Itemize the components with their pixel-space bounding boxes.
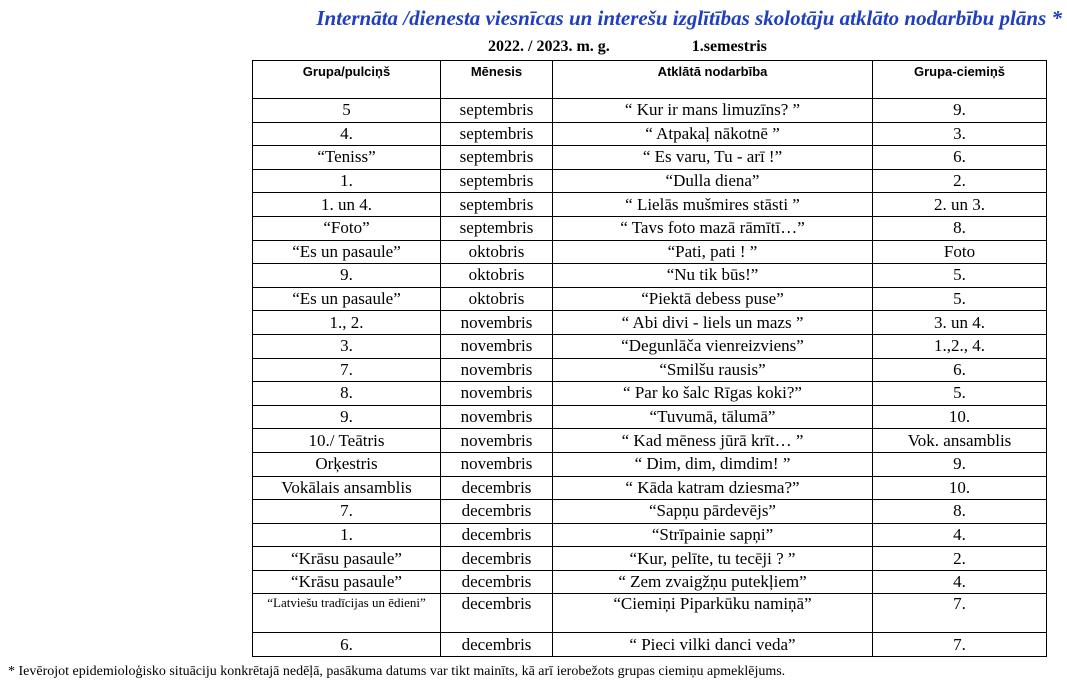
cell-open-lesson: “Strīpainie sapņi” [553,523,873,547]
cell-guest-group: 5. [873,264,1047,288]
cell-month: septembris [441,169,553,193]
cell-guest-group: Foto [873,240,1047,264]
cell-guest-group: 1.,2., 4. [873,334,1047,358]
cell-group: 1. [253,523,441,547]
cell-month: novembris [441,358,553,382]
cell-month: oktobris [441,264,553,288]
table-row [253,287,1047,311]
cell-guest-group: 8. [873,500,1047,524]
cell-month: novembris [441,382,553,406]
cell-guest-group: 7. [873,633,1047,657]
cell-guest-group: 5. [873,287,1047,311]
table-row [253,193,1047,217]
cell-group: 8. [253,382,441,406]
cell-group: 4. [253,122,441,146]
cell-open-lesson: “ Tavs foto mazā rāmītī…” [553,216,873,240]
cell-group: 1. un 4. [253,193,441,217]
table-row [253,500,1047,524]
cell-group: 7. [253,500,441,524]
cell-guest-group: 2. [873,169,1047,193]
table-row [253,594,1047,633]
table-row [253,169,1047,193]
table-row [253,146,1047,170]
cell-month: septembris [441,122,553,146]
cell-guest-group: Vok. ansamblis [873,429,1047,453]
cell-month: oktobris [441,240,553,264]
cell-guest-group: 3. un 4. [873,311,1047,335]
table-row [253,122,1047,146]
page-title: Internāta /dienesta viesnīcas un interešu izglītības skolotāju atklāto nodarbību plāns * [316,6,1062,30]
cell-month: novembris [441,311,553,335]
cell-open-lesson: “ Abi divi - liels un mazs ” [553,311,873,335]
cell-month: novembris [441,429,553,453]
table-row [253,216,1047,240]
cell-guest-group: 7. [873,594,1047,633]
table-row [253,547,1047,571]
cell-group: 6. [253,633,441,657]
cell-open-lesson: “Pati, pati ! ” [553,240,873,264]
cell-guest-group: 5. [873,382,1047,406]
cell-guest-group: 2. un 3. [873,193,1047,217]
cell-month: novembris [441,452,553,476]
cell-group: Vokālais ansamblis [253,476,441,500]
table-row [253,311,1047,335]
table-header-row [253,61,1047,99]
table-row [253,523,1047,547]
cell-group: 1. [253,169,441,193]
cell-group: 1., 2. [253,311,441,335]
cell-guest-group: 2. [873,547,1047,571]
cell-month: septembris [441,216,553,240]
cell-open-lesson: “Smilšu rausis” [553,358,873,382]
table-body [253,99,1047,657]
subtitle [488,38,767,56]
table-row [253,382,1047,406]
cell-open-lesson: “Tuvumā, tālumā” [553,405,873,429]
cell-open-lesson: “ Zem zvaigžņu putekļiem” [553,570,873,594]
header-open-lesson: Atklātā nodarbība [553,61,873,99]
table-row [253,358,1047,382]
cell-open-lesson: “Piektā debess puse” [553,287,873,311]
cell-guest-group: 9. [873,452,1047,476]
cell-guest-group: 10. [873,405,1047,429]
cell-group: 7. [253,358,441,382]
footnote: * Ievērojot epidemioloģisko situāciju konkrētajā nedēļā, pasākuma datums var tikt mainīts, kā arī ierobežots grupas ciemiņu apmeklējums. [8,664,786,679]
cell-group: “Krāsu pasaule” [253,547,441,571]
cell-open-lesson: “ Es varu, Tu - arī !” [553,146,873,170]
cell-guest-group: 3. [873,122,1047,146]
cell-open-lesson: “ Pieci vilki danci veda” [553,633,873,657]
cell-guest-group: 6. [873,146,1047,170]
header-group: Grupa/pulciņš [253,61,441,99]
cell-group: “Foto” [253,216,441,240]
cell-group: “Latviešu tradīcijas un ēdieni” [253,594,441,633]
cell-guest-group: 4. [873,570,1047,594]
table-row [253,264,1047,288]
table-row [253,405,1047,429]
table-row [253,570,1047,594]
cell-group: 5 [253,99,441,123]
cell-open-lesson: “ Lielās mušmires stāsti ” [553,193,873,217]
cell-group: 3. [253,334,441,358]
cell-month: septembris [441,146,553,170]
cell-open-lesson: “Sapņu pārdevējs” [553,500,873,524]
cell-month: decembris [441,594,553,633]
cell-group: “Krāsu pasaule” [253,570,441,594]
cell-open-lesson: “ Kad mēness jūrā krīt… ” [553,429,873,453]
cell-open-lesson: “ Kur ir mans limuzīns? ” [553,99,873,123]
cell-guest-group: 8. [873,216,1047,240]
cell-month: decembris [441,500,553,524]
cell-month: novembris [441,405,553,429]
cell-open-lesson: “ Par ko šalc Rīgas koki?” [553,382,873,406]
table-row [253,240,1047,264]
table-row [253,452,1047,476]
cell-month: decembris [441,570,553,594]
cell-month: decembris [441,633,553,657]
cell-month: oktobris [441,287,553,311]
cell-open-lesson: “ Kāda katram dziesma?” [553,476,873,500]
cell-month: decembris [441,476,553,500]
cell-group: 10./ Teātris [253,429,441,453]
table-row [253,429,1047,453]
lesson-plan-table [252,60,1047,657]
cell-group: “Teniss” [253,146,441,170]
cell-open-lesson: “ Atpakaļ nākotnē ” [553,122,873,146]
table-row [253,99,1047,123]
cell-open-lesson: “Degunlāča vienreizviens” [553,334,873,358]
cell-month: decembris [441,523,553,547]
cell-month: septembris [441,99,553,123]
cell-month: septembris [441,193,553,217]
cell-open-lesson: “ Dim, dim, dimdim! ” [553,452,873,476]
header-guest-group: Grupa-ciemiņš [873,61,1047,99]
header-month: Mēnesis [441,61,553,99]
cell-month: decembris [441,547,553,571]
cell-guest-group: 4. [873,523,1047,547]
cell-group: 9. [253,264,441,288]
cell-month: novembris [441,334,553,358]
cell-guest-group: 9. [873,99,1047,123]
cell-open-lesson: “Nu tik būs!” [553,264,873,288]
semester: 1.semestris [691,38,767,55]
cell-open-lesson: “Ciemiņi Piparkūku namiņā” [553,594,873,633]
cell-group: 9. [253,405,441,429]
cell-guest-group: 6. [873,358,1047,382]
cell-open-lesson: “Dulla diena” [553,169,873,193]
school-year: 2022. / 2023. m. g. [488,38,610,55]
table-row [253,334,1047,358]
cell-guest-group: 10. [873,476,1047,500]
cell-group: “Es un pasaule” [253,240,441,264]
cell-group: “Es un pasaule” [253,287,441,311]
table-row [253,633,1047,657]
table-row [253,476,1047,500]
cell-open-lesson: “Kur, pelīte, tu tecēji ? ” [553,547,873,571]
cell-group: Orķestris [253,452,441,476]
